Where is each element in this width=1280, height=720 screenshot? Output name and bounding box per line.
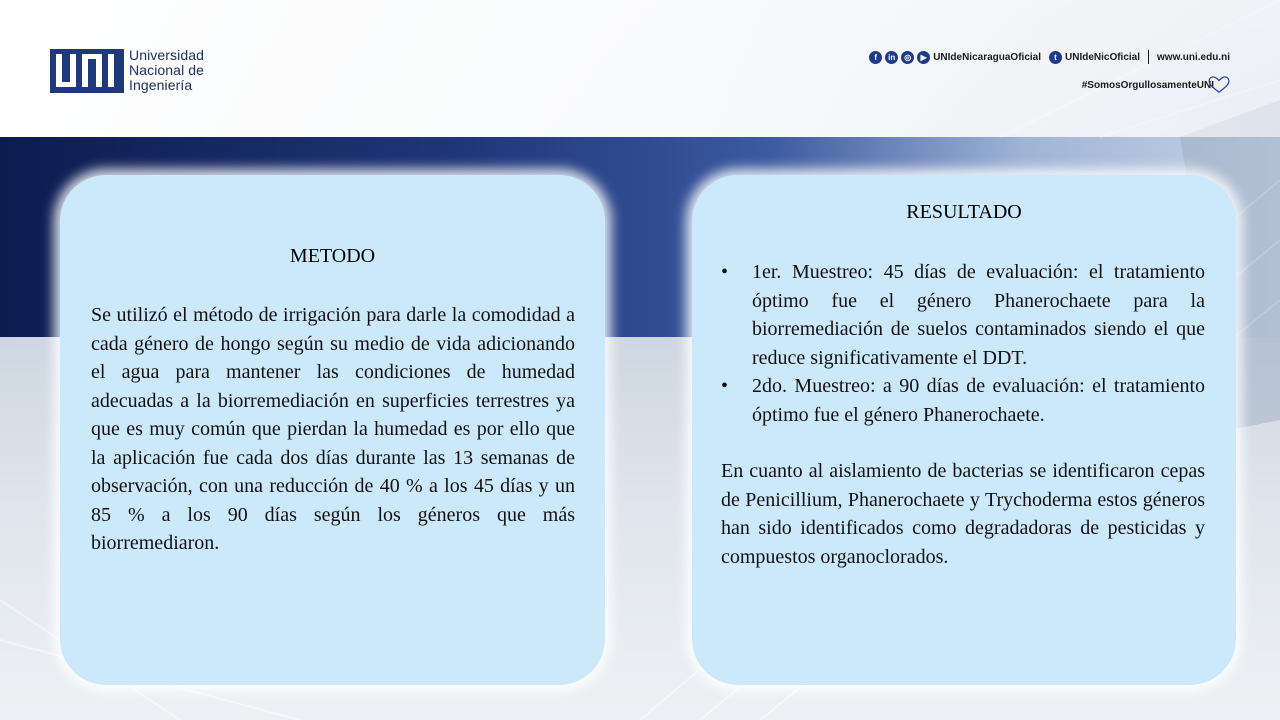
uni-logo-icon xyxy=(50,49,124,93)
social-links xyxy=(869,50,1230,64)
resultado-bullet-2: • 2do. Muestreo: a 90 días de evaluación: el tratamiento óptimo fue el género Phanerochaete. xyxy=(721,372,1205,429)
logo-text-line-2: Nacional de xyxy=(129,62,205,78)
logo-text-line-1: Universidad xyxy=(129,47,205,63)
resultado-bullet-1: • 1er. Muestreo: 45 días de evaluación: el tratamiento óptimo fue el género Phanerochaete para la biorremediación de suelos contaminados siendo el que reduce significativamente el DDT. xyxy=(721,258,1205,372)
twitter-handle[interactable]: UNIdeNicOficial xyxy=(1065,51,1141,63)
metodo-title: METODO xyxy=(289,245,376,267)
hashtag-text: #SomosOrgullosamenteUNI xyxy=(1081,79,1214,91)
university-logo[interactable] xyxy=(50,48,204,93)
resultado-content xyxy=(721,258,1205,571)
hashtag-badge xyxy=(1082,76,1230,94)
youtube-icon[interactable]: ▶ xyxy=(917,51,930,64)
facebook-icon[interactable]: f xyxy=(869,51,882,64)
resultado-title: RESULTADO xyxy=(906,201,1022,223)
twitter-icon[interactable]: t xyxy=(1049,51,1062,64)
metodo-body: Se utilizó el método de irrigación para darle la comodidad a cada género de hongo según su medio de vida adicionando el agua para mantener las condiciones de humedad adecuadas a la biorremediación en superficies terrestres ya que es muy común que pierdan la humedad es por ello que la aplicación fue cada dos días durante las 13 semanas de observación, con una reducción de 40 % a los 45 días y un 85 % a los 90 días según los géneros que más biorremediaron. xyxy=(91,304,575,554)
instagram-icon[interactable]: ◎ xyxy=(901,51,914,64)
linkedin-icon[interactable]: in xyxy=(885,51,898,64)
resultado-bullet-list xyxy=(721,258,1205,429)
resultado-body: En cuanto al aislamiento de bacterias se identificaron cepas de Penicillium, Phanerochaete y Trychoderma estos géneros han sido identificados como degradadoras de pesticidas y compuestos organoclorados. xyxy=(721,460,1205,568)
website-link[interactable]: www.uni.edu.ni xyxy=(1157,51,1230,63)
header-bar xyxy=(0,0,1280,137)
logo-text-line-3: Ingeniería xyxy=(129,77,193,93)
divider xyxy=(1148,50,1149,64)
facebook-handle[interactable]: UNIdeNicaraguaOficial xyxy=(933,51,1041,63)
heart-icon xyxy=(1208,76,1230,94)
logo-text xyxy=(129,48,204,93)
